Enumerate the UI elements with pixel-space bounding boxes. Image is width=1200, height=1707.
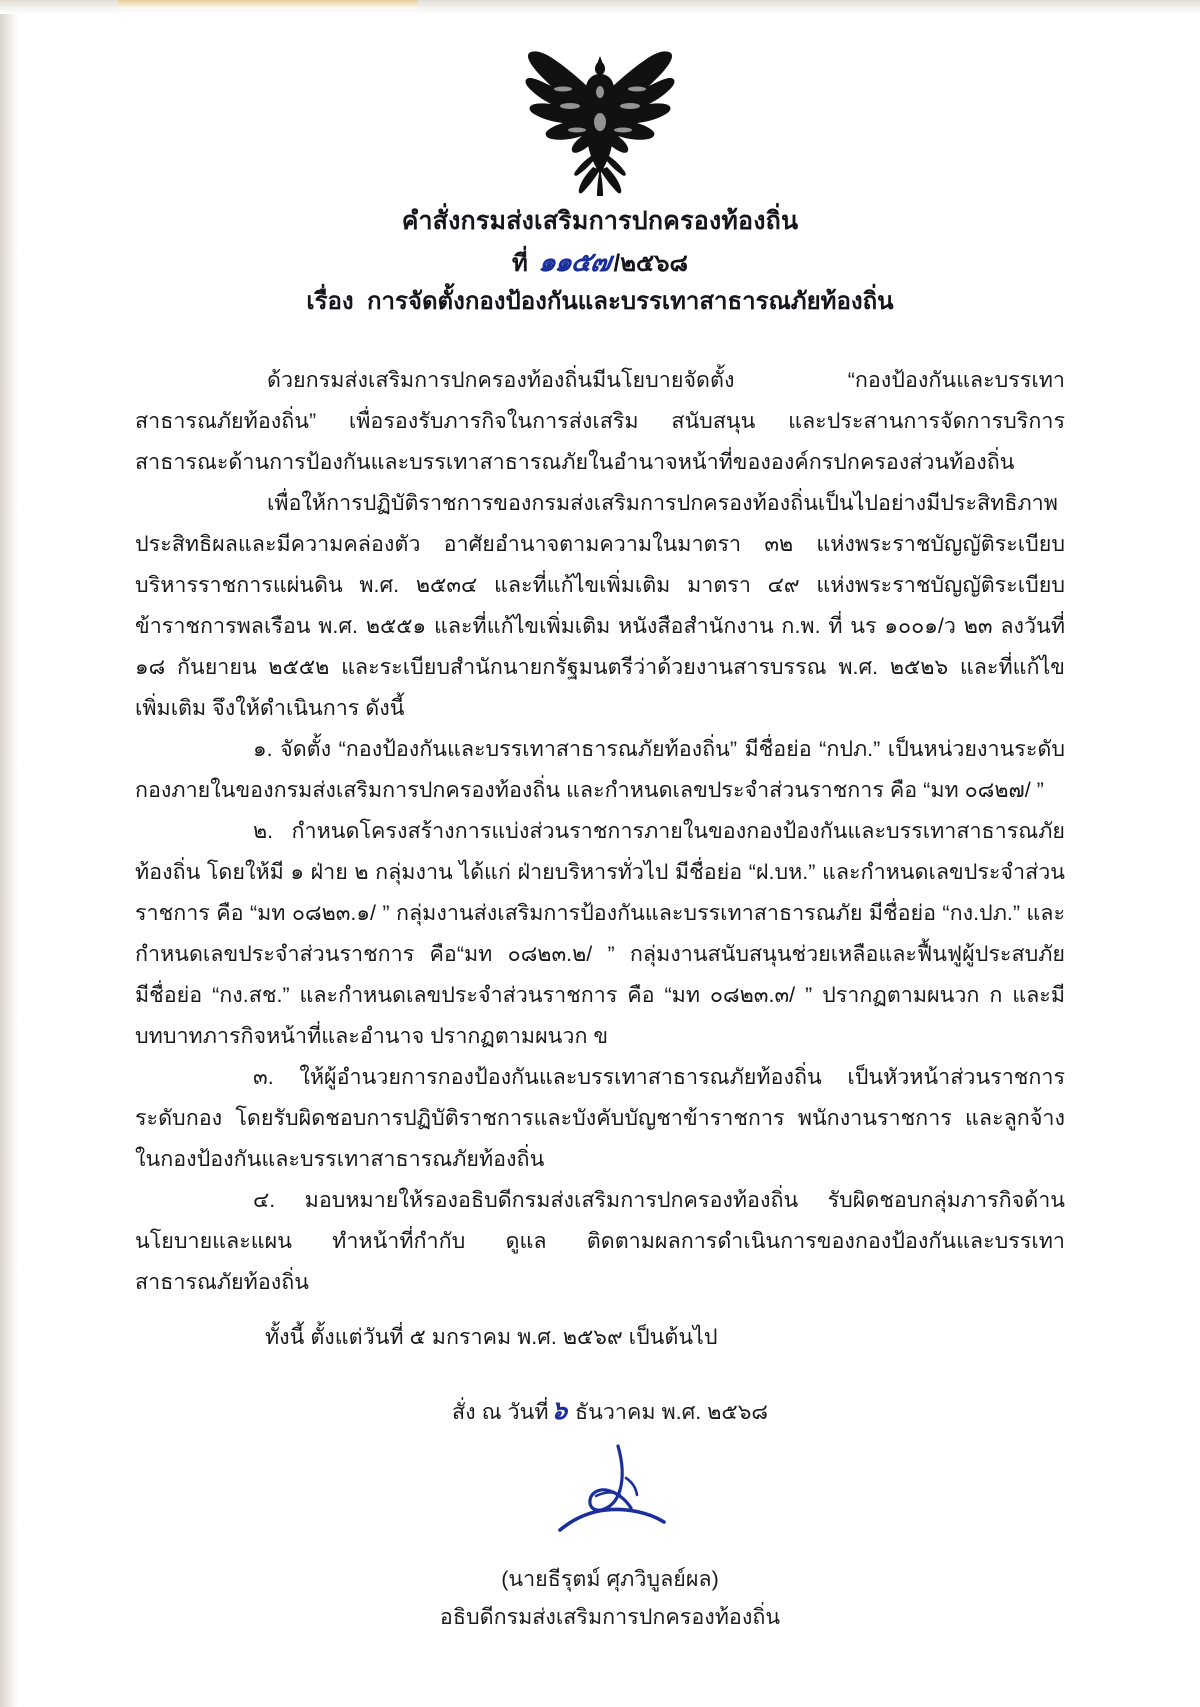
clause-3-text: ๓. ให้ผู้อำนวยการกองป้องกันและบรรเทาสาธารณภัยท้องถิ่น เป็นหัวหน้าส่วนราชการระดับกอง โดยรับผิดชอบการปฏิบัติราชการและบังคับบัญชาข้าราชการ พนักงานราชการ และลูกจ้างในกองป้องกันและบรรเทาสาธารณภัยท้องถิ่น xyxy=(135,1065,1065,1172)
document-subject-label: เรื่อง xyxy=(306,288,354,316)
document-body xyxy=(135,320,1065,1358)
document-subject-text: การจัดตั้งกองป้องกันและบรรเทาสาธารณภัยท้องถิ่น xyxy=(366,288,894,316)
emblem-container xyxy=(0,0,1200,199)
clause-3 xyxy=(135,1057,1065,1180)
signature-block xyxy=(135,1380,1065,1636)
signature-scribble xyxy=(500,1438,730,1558)
paragraph-intro xyxy=(135,360,1065,483)
document-subject-line xyxy=(0,284,1200,320)
document-title: คำสั่งกรมส่งเสริมการปกครองท้องถิ่น xyxy=(401,207,799,235)
effective-date-text: ทั้งนี้ ตั้งแต่วันที่ ๕ มกราคม พ.ศ. ๒๕๖๙ เป็นต้นไป xyxy=(265,1325,718,1350)
effective-date-clause xyxy=(135,1317,1065,1358)
document-header xyxy=(0,205,1200,320)
order-date-prefix: สั่ง ณ วันที่ xyxy=(452,1399,549,1424)
clause-2-text: ๒. กำหนดโครงสร้างการแบ่งส่วนราชการภายในของกองป้องกันและบรรเทาสาธารณภัยท้องถิ่น โดยให้มี ๑ ฝ่าย ๒ กลุ่มงาน ได้แก่ ฝ่ายบริหารทั่วไป มีชื่อย่อ “ฝ.บห.” และกำหนดเลขประจำส่วนราชการ คือ “มท ๐๘๒๓.๑/ ” กลุ่มงานส่งเสริมการป้องกันและบรรเทาสาธารณภัย มีชื่อย่อ “กง.ปภ.” และกำหนดเลขประจำส่วนราชการ คือ“มท ๐๘๒๓.๒/ ” กลุ่มงานสนับสนุนช่วยเหลือและฟื้นฟูผู้ประสบภัย มีชื่อย่อ “กง.สช.” และกำหนดเลขประจำส่วนราชการ คือ “มท ๐๘๒๓.๓/ ” ปรากฏตามผนวก ก และมีบทบาทภารกิจหน้าที่และอำนาจ ปรากฏตามผนวก ข xyxy=(135,819,1065,1049)
paragraph-legal-basis-text: เพื่อให้การปฏิบัติราชการของกรมส่งเสริมการปกครองท้องถิ่นเป็นไปอย่างมีประสิทธิภาพ ประสิทธิผลและมีความคล่องตัว อาศัยอำนาจตามความในมาตรา ๓๒ แห่งพระราชบัญญัติระเบียบบริหารราชการแผ่นดิน พ.ศ. ๒๕๓๔ และที่แก้ไขเพิ่มเติม มาตรา ๔๙ แห่งพระราชบัญญัติระเบียบข้าราชการพลเรือน พ.ศ. ๒๕๕๑ และที่แก้ไขเพิ่มเติม หนังสือสำนักงาน ก.พ. ที่ นร ๑๐๐๑/ว ๒๓ ลงวันที่ ๑๘ กันยายน ๒๕๕๒ และระเบียบสำนักนายกรัฐมนตรีว่าด้วยงานสารบรรณ พ.ศ. ๒๕๒๖ และที่แก้ไขเพิ่มเติม จึงให้ดำเนินการ ดังนี้ xyxy=(135,491,1065,721)
garuda-emblem xyxy=(515,44,685,199)
document-number-line xyxy=(0,242,1200,283)
clause-1 xyxy=(135,729,1065,811)
order-date-line xyxy=(135,1390,1065,1432)
clause-4 xyxy=(135,1180,1065,1303)
document-number-handwritten: ๑๑๕๗ xyxy=(536,246,612,277)
signer-name: (นายธีรุตม์ ศุภวิบูลย์ผล) xyxy=(501,1566,719,1591)
clause-1-text: ๑. จัดตั้ง “กองป้องกันและบรรเทาสาธารณภัยท้องถิ่น” มีชื่อย่อ “กปภ.” เป็นหน่วยงานระดับกองภายในของกรมส่งเสริมการปกครองท้องถิ่น และกำหนดเลขประจำส่วนราชการ คือ “มท ๐๘๒๗/ ” xyxy=(135,737,1065,803)
order-date-rest: ธันวาคม พ.ศ. ๒๕๖๘ xyxy=(575,1399,768,1424)
clause-2 xyxy=(135,811,1065,1057)
document-number-separator: / xyxy=(613,249,621,277)
signature-container xyxy=(135,1438,1065,1558)
paragraph-intro-text: ด้วยกรมส่งเสริมการปกครองท้องถิ่นมีนโยบายจัดตั้ง “กองป้องกันและบรรเทาสาธารณภัยท้องถิ่น” เพื่อรองรับภารกิจในการส่งเสริม สนับสนุน และประสานการจัดการบริการสาธารณะด้านการป้องกันและบรรเทาสาธารณภัยในอำนาจหน้าที่ขององค์กรปกครองส่วนท้องถิ่น xyxy=(135,368,1065,475)
clause-4-text: ๔. มอบหมายให้รองอธิบดีกรมส่งเสริมการปกครองท้องถิ่น รับผิดชอบกลุ่มภารกิจด้านนโยบายและแผน ทำหน้าที่กำกับ ดูแล ติดตามผลการดำเนินการของกองป้องกันและบรรเทาสาธารณภัยท้องถิ่น xyxy=(135,1188,1065,1295)
document-number-year: ๒๕๖๘ xyxy=(620,249,688,277)
signer-position: อธิบดีกรมส่งเสริมการปกครองท้องถิ่น xyxy=(439,1604,781,1629)
order-date-day-handwritten: ๖ xyxy=(548,1394,570,1425)
paragraph-legal-basis xyxy=(135,483,1065,729)
document-number-prefix: ที่ xyxy=(512,249,528,277)
